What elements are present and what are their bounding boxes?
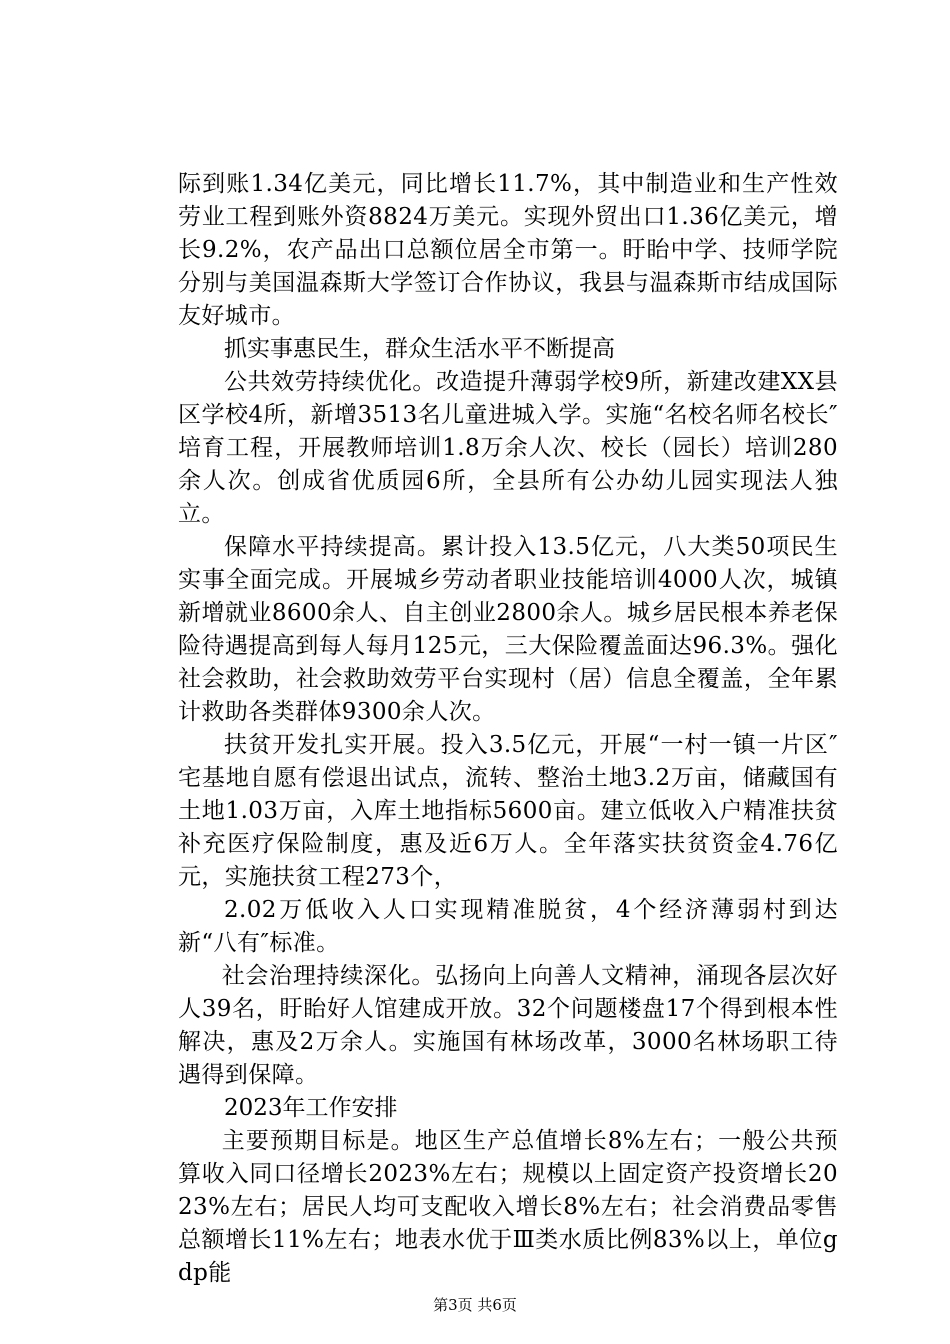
section-heading-work-plan: 2023年工作安排	[224, 1095, 398, 1121]
paragraph-targets: 主要预期目标是。地区生产总值增长8%左右；一般公共预算收入同口径增长2023%左右；规模以上固定资产投资增长2023%左右；居民人均可支配收入增长8%左右；社会消费品零售总额增长11%左右；地表水优于Ⅲ类水质比例83%以上，单位gdp能	[178, 1128, 838, 1286]
document-body	[178, 168, 838, 1290]
paragraph-poverty-alleviation: 扶贫开发扎实开展。投入3.5亿元，开展“一村一镇一片区″宅基地自愿有偿退出试点，流转、整治土地3.2万亩，储藏国有土地1.03万亩，入库土地指标5600亩。建立低收入户精准扶贫补充医疗保险制度，惠及近6万人。全年落实扶贫资金4.76亿元，实施扶贫工程273个，	[178, 732, 838, 890]
paragraph-social-governance: 社会治理持续深化。弘扬向上向善人文精神，涌现各层次好人39名，盱眙好人馆建成开放。32个问题楼盘17个得到根本性解决，惠及2万余人。实施国有林场改革，3000名林场职工待遇得到保障。	[178, 963, 838, 1088]
paragraph-social-security: 保障水平持续提高。累计投入13.5亿元，八大类50项民生实事全面完成。开展城乡劳动者职业技能培训4000人次，城镇新增就业8600余人、自主创业2800余人。城乡居民根本养老保险待遇提高到每人每月125元，三大保险覆盖面达96.3%。强化社会救助，社会救助效劳平台实现村（居）信息全覆盖，全年累计救助各类群体9300余人次。	[178, 534, 838, 725]
paragraph-public-services: 公共效劳持续优化。改造提升薄弱学校9所，新建改建XX县区学校4所，新增3513名儿童进城入学。实施“名校名师名校长″培育工程，开展教师培训1.8万余人次、校长（园长）培训280余人次。创成省优质园6所，全县所有公办幼儿园实现法人独立。	[178, 369, 838, 527]
page-number-footer: 第3页 共6页	[433, 1296, 517, 1314]
paragraph-foreign-investment: 际到账1.34亿美元，同比增长11.7%，其中制造业和生产性效劳业工程到账外资8824万美元。实现外贸出口1.36亿美元，增长9.2%，农产品出口总额位居全市第一。盱眙中学、技师学院分别与美国温森斯大学签订合作协议，我县与温森斯市结成国际友好城市。	[178, 171, 838, 329]
paragraph-poverty-result: 2.02万低收入人口实现精准脱贫，4个经济薄弱村到达新“八有″标准。	[178, 897, 838, 956]
section-heading-livelihood: 抓实事惠民生，群众生活水平不断提高	[224, 336, 615, 362]
